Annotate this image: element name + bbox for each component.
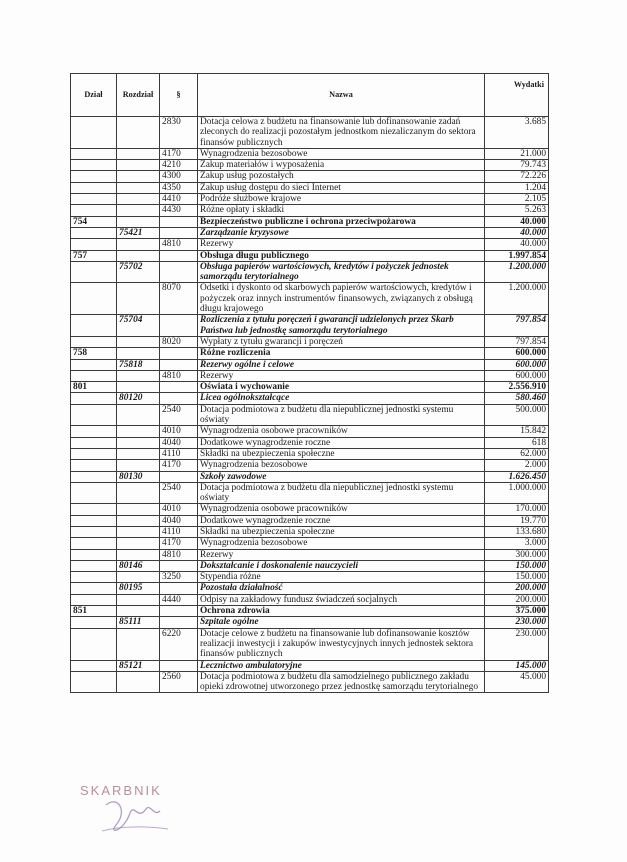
cell-paragraf	[160, 560, 198, 571]
cell-nazwa: Podróże służbowe krajowe	[198, 194, 485, 205]
cell-nazwa: Wynagrodzenia osobowe pracowników	[198, 426, 485, 437]
cell-wydatki: 1.200.000	[485, 261, 549, 283]
cell-paragraf: 4300	[160, 171, 198, 182]
cell-paragraf: 4430	[160, 205, 198, 216]
cell-wydatki: 133.680	[485, 526, 549, 537]
cell-nazwa: Dokształcanie i doskonalenie nauczycieli	[198, 560, 485, 571]
table-header-row	[71, 74, 549, 117]
cell-wydatki: 1.000.000	[485, 482, 549, 504]
cell-wydatki: 2.556.910	[485, 382, 549, 393]
cell-rozdzial: 80195	[117, 583, 160, 594]
cell-paragraf: 4110	[160, 526, 198, 537]
header-wydatki: Wydatki	[485, 74, 549, 117]
table-row	[71, 182, 549, 193]
cell-dzial	[71, 160, 117, 171]
table-row	[71, 426, 549, 437]
cell-nazwa: Rezerwy	[198, 370, 485, 381]
treasurer-stamp	[80, 783, 190, 843]
cell-wydatki: 62.000	[485, 448, 549, 459]
cell-dzial	[71, 227, 117, 238]
cell-wydatki: 19.770	[485, 515, 549, 526]
cell-nazwa: Odpisy na zakładowy fundusz świadczeń socjalnych	[198, 594, 485, 605]
table-row	[71, 628, 549, 660]
cell-rozdzial	[117, 370, 160, 381]
cell-paragraf	[160, 359, 198, 370]
cell-dzial	[71, 404, 117, 426]
table-row	[71, 393, 549, 404]
header-nazwa: Nazwa	[198, 74, 485, 117]
cell-paragraf: 6220	[160, 628, 198, 660]
cell-rozdzial: 80146	[117, 560, 160, 571]
cell-wydatki: 2.000	[485, 460, 549, 471]
cell-dzial	[71, 504, 117, 515]
cell-wydatki: 1.204	[485, 182, 549, 193]
cell-wydatki: 150.000	[485, 572, 549, 583]
cell-nazwa: Stypendia różne	[198, 572, 485, 583]
cell-wydatki: 3.685	[485, 117, 549, 149]
table-row	[71, 336, 549, 347]
cell-dzial	[71, 560, 117, 571]
cell-nazwa: Rezerwy	[198, 549, 485, 560]
cell-nazwa: Odsetki i dyskonto od skarbowych papierów wartościowych, kredytów i pożyczek oraz innych instrumentów finansowych, związanych z obsługą długu krajowego	[198, 283, 485, 315]
cell-wydatki: 600.000	[485, 348, 549, 359]
cell-rozdzial	[117, 117, 160, 149]
cell-nazwa: Obsługa papierów wartościowych, kredytów i pożyczek jednostek samorządu terytorialnego	[198, 261, 485, 283]
header-paragraf: §	[160, 74, 198, 117]
cell-rozdzial	[117, 572, 160, 583]
cell-dzial: 757	[71, 250, 117, 261]
cell-nazwa: Dotacja podmiotowa z budżetu dla samodzielnego publicznego zakładu opieki zdrowotnej utworzonego przez jednostkę samorządu terytorialnego	[198, 671, 485, 693]
cell-paragraf: 4170	[160, 538, 198, 549]
cell-rozdzial	[117, 239, 160, 250]
cell-rozdzial	[117, 205, 160, 216]
cell-dzial	[71, 471, 117, 482]
cell-nazwa: Wynagrodzenia bezosobowe	[198, 148, 485, 159]
table-row	[71, 359, 549, 370]
table-row	[71, 515, 549, 526]
cell-dzial	[71, 460, 117, 471]
cell-nazwa: Dotacja celowa z budżetu na finansowanie lub dofinansowanie zadań zleconych do realizacji pozostałym jednostkom niezaliczanym do sektora finansów publicznych	[198, 117, 485, 149]
cell-wydatki: 40.000	[485, 227, 549, 238]
cell-paragraf	[160, 606, 198, 617]
cell-rozdzial	[117, 382, 160, 393]
cell-rozdzial	[117, 594, 160, 605]
cell-wydatki: 500.000	[485, 404, 549, 426]
cell-nazwa: Rezerwy ogólne i celowe	[198, 359, 485, 370]
cell-nazwa: Dotacja podmiotowa z budżetu dla niepublicznej jednostki systemu oświaty	[198, 404, 485, 426]
cell-rozdzial	[117, 549, 160, 560]
cell-wydatki: 79.743	[485, 160, 549, 171]
cell-paragraf: 4440	[160, 594, 198, 605]
table-row	[71, 227, 549, 238]
cell-dzial	[71, 283, 117, 315]
cell-paragraf: 4010	[160, 504, 198, 515]
cell-wydatki: 1.200.000	[485, 283, 549, 315]
cell-dzial	[71, 182, 117, 193]
cell-nazwa: Dotacje celowe z budżetu na finansowanie lub dofinansowanie kosztów realizacji inwestycji i zakupów inwestycyjnych innych jednostek sektora finansów publicznych	[198, 628, 485, 660]
stamp-title: SKARBNIK	[80, 783, 162, 798]
cell-dzial	[71, 526, 117, 537]
cell-wydatki: 300.000	[485, 549, 549, 560]
cell-paragraf: 4010	[160, 426, 198, 437]
cell-nazwa: Składki na ubezpieczenia społeczne	[198, 448, 485, 459]
table-row	[71, 671, 549, 693]
cell-rozdzial	[117, 504, 160, 515]
cell-dzial	[71, 336, 117, 347]
table-row	[71, 594, 549, 605]
cell-dzial	[71, 359, 117, 370]
cell-rozdzial	[117, 336, 160, 347]
cell-nazwa: Ochrona zdrowia	[198, 606, 485, 617]
table-row	[71, 504, 549, 515]
cell-wydatki: 375.000	[485, 606, 549, 617]
cell-rozdzial	[117, 171, 160, 182]
cell-paragraf: 4410	[160, 194, 198, 205]
cell-rozdzial	[117, 182, 160, 193]
cell-nazwa: Zarządzanie kryzysowe	[198, 227, 485, 238]
cell-wydatki: 21.000	[485, 148, 549, 159]
cell-wydatki: 1.626.450	[485, 471, 549, 482]
cell-paragraf: 4110	[160, 448, 198, 459]
cell-wydatki: 15.842	[485, 426, 549, 437]
cell-rozdzial	[117, 404, 160, 426]
cell-dzial: 851	[71, 606, 117, 617]
cell-rozdzial	[117, 194, 160, 205]
table-row	[71, 606, 549, 617]
cell-paragraf	[160, 660, 198, 671]
table-row	[71, 171, 549, 182]
cell-rozdzial: 85111	[117, 617, 160, 628]
table-row	[71, 348, 549, 359]
cell-paragraf	[160, 250, 198, 261]
cell-nazwa: Wynagrodzenia bezosobowe	[198, 538, 485, 549]
cell-paragraf: 4810	[160, 239, 198, 250]
table-row	[71, 583, 549, 594]
cell-rozdzial: 75702	[117, 261, 160, 283]
cell-nazwa: Lecznictwo ambulatoryjne	[198, 660, 485, 671]
cell-paragraf: 2540	[160, 482, 198, 504]
cell-dzial	[71, 515, 117, 526]
cell-paragraf	[160, 393, 198, 404]
table-row	[71, 250, 549, 261]
cell-rozdzial	[117, 526, 160, 537]
cell-rozdzial: 75421	[117, 227, 160, 238]
cell-wydatki: 170.000	[485, 504, 549, 515]
cell-dzial	[71, 117, 117, 149]
cell-rozdzial	[117, 348, 160, 359]
cell-paragraf: 2560	[160, 671, 198, 693]
cell-wydatki: 3.000	[485, 538, 549, 549]
table-row	[71, 437, 549, 448]
table-row	[71, 205, 549, 216]
cell-paragraf	[160, 382, 198, 393]
cell-dzial	[71, 660, 117, 671]
cell-paragraf	[160, 348, 198, 359]
cell-dzial	[71, 572, 117, 583]
table-row	[71, 216, 549, 227]
cell-paragraf: 4210	[160, 160, 198, 171]
table-row	[71, 572, 549, 583]
table-row	[71, 382, 549, 393]
table-row	[71, 471, 549, 482]
cell-nazwa: Różne rozliczenia	[198, 348, 485, 359]
cell-dzial	[71, 205, 117, 216]
cell-wydatki: 5.263	[485, 205, 549, 216]
cell-wydatki: 600.000	[485, 359, 549, 370]
cell-rozdzial: 80130	[117, 471, 160, 482]
cell-nazwa: Dodatkowe wynagrodzenie roczne	[198, 437, 485, 448]
cell-nazwa: Zakup usług dostępu do sieci Internet	[198, 182, 485, 193]
cell-rozdzial	[117, 437, 160, 448]
cell-rozdzial	[117, 460, 160, 471]
table-row	[71, 239, 549, 250]
cell-nazwa: Wynagrodzenia bezosobowe	[198, 460, 485, 471]
cell-nazwa: Wynagrodzenia osobowe pracowników	[198, 504, 485, 515]
cell-paragraf	[160, 617, 198, 628]
cell-nazwa: Oświata i wychowanie	[198, 382, 485, 393]
cell-paragraf: 2830	[160, 117, 198, 149]
table-row	[71, 448, 549, 459]
table-row	[71, 404, 549, 426]
cell-paragraf	[160, 315, 198, 337]
cell-dzial: 801	[71, 382, 117, 393]
cell-dzial	[71, 538, 117, 549]
cell-dzial	[71, 583, 117, 594]
table-row	[71, 538, 549, 549]
cell-rozdzial: 75704	[117, 315, 160, 337]
cell-dzial	[71, 437, 117, 448]
cell-rozdzial	[117, 160, 160, 171]
cell-dzial	[71, 426, 117, 437]
cell-paragraf: 4810	[160, 370, 198, 381]
cell-paragraf: 4810	[160, 549, 198, 560]
table-row	[71, 315, 549, 337]
cell-rozdzial	[117, 671, 160, 693]
cell-wydatki: 72.226	[485, 171, 549, 182]
cell-wydatki: 230.000	[485, 617, 549, 628]
cell-dzial	[71, 239, 117, 250]
cell-nazwa: Pozostała działalność	[198, 583, 485, 594]
handwritten-signature-icon	[88, 791, 188, 841]
cell-dzial	[71, 261, 117, 283]
cell-paragraf	[160, 216, 198, 227]
table-row	[71, 117, 549, 149]
cell-rozdzial: 85121	[117, 660, 160, 671]
cell-rozdzial	[117, 216, 160, 227]
cell-paragraf: 4170	[160, 460, 198, 471]
cell-paragraf	[160, 471, 198, 482]
cell-wydatki: 1.997.854	[485, 250, 549, 261]
cell-wydatki: 580.460	[485, 393, 549, 404]
cell-paragraf	[160, 583, 198, 594]
cell-dzial	[71, 482, 117, 504]
cell-rozdzial	[117, 448, 160, 459]
table-row	[71, 194, 549, 205]
cell-dzial	[71, 194, 117, 205]
cell-rozdzial	[117, 250, 160, 261]
cell-paragraf: 4170	[160, 148, 198, 159]
table-row	[71, 460, 549, 471]
cell-nazwa: Bezpieczeństwo publiczne i ochrona przeciwpożarowa	[198, 216, 485, 227]
cell-paragraf: 2540	[160, 404, 198, 426]
cell-dzial	[71, 549, 117, 560]
cell-dzial	[71, 370, 117, 381]
table-row	[71, 261, 549, 283]
table-row	[71, 560, 549, 571]
cell-nazwa: Rezerwy	[198, 239, 485, 250]
header-dzial: Dział	[71, 74, 117, 117]
cell-wydatki: 200.000	[485, 594, 549, 605]
table-row	[71, 160, 549, 171]
cell-paragraf: 4040	[160, 437, 198, 448]
cell-dzial	[71, 148, 117, 159]
header-rozdzial: Rozdział	[117, 74, 160, 117]
table-row	[71, 617, 549, 628]
cell-rozdzial: 75818	[117, 359, 160, 370]
cell-wydatki: 797.854	[485, 336, 549, 347]
cell-wydatki: 2.105	[485, 194, 549, 205]
cell-paragraf	[160, 227, 198, 238]
cell-paragraf	[160, 261, 198, 283]
cell-rozdzial	[117, 426, 160, 437]
cell-nazwa: Składki na ubezpieczenia społeczne	[198, 526, 485, 537]
cell-paragraf: 3250	[160, 572, 198, 583]
cell-wydatki: 797.854	[485, 315, 549, 337]
cell-rozdzial	[117, 606, 160, 617]
table-row	[71, 148, 549, 159]
table-row	[71, 370, 549, 381]
table-row	[71, 482, 549, 504]
cell-rozdzial	[117, 538, 160, 549]
cell-nazwa: Szpitale ogólne	[198, 617, 485, 628]
cell-wydatki: 618	[485, 437, 549, 448]
cell-nazwa: Wypłaty z tytułu gwarancji i poręczeń	[198, 336, 485, 347]
cell-rozdzial	[117, 515, 160, 526]
cell-dzial	[71, 171, 117, 182]
cell-nazwa: Licea ogólnokształcące	[198, 393, 485, 404]
cell-dzial	[71, 315, 117, 337]
cell-nazwa: Szkoły zawodowe	[198, 471, 485, 482]
table-row	[71, 660, 549, 671]
cell-rozdzial	[117, 482, 160, 504]
cell-paragraf: 8020	[160, 336, 198, 347]
cell-rozdzial	[117, 628, 160, 660]
table-row	[71, 549, 549, 560]
table-row	[71, 283, 549, 315]
cell-wydatki: 145.000	[485, 660, 549, 671]
cell-paragraf: 4350	[160, 182, 198, 193]
cell-nazwa: Dotacja podmiotowa z budżetu dla niepublicznej jednostki systemu oświaty	[198, 482, 485, 504]
cell-dzial: 754	[71, 216, 117, 227]
cell-wydatki: 230.000	[485, 628, 549, 660]
cell-wydatki: 600.000	[485, 370, 549, 381]
cell-rozdzial: 80120	[117, 393, 160, 404]
cell-nazwa: Dodatkowe wynagrodzenie roczne	[198, 515, 485, 526]
cell-dzial	[71, 594, 117, 605]
cell-wydatki: 40.000	[485, 216, 549, 227]
cell-rozdzial	[117, 283, 160, 315]
budget-expenditure-table	[70, 73, 549, 693]
cell-dzial	[71, 393, 117, 404]
cell-nazwa: Zakup materiałów i wyposażenia	[198, 160, 485, 171]
cell-nazwa: Różne opłaty i składki	[198, 205, 485, 216]
cell-dzial: 758	[71, 348, 117, 359]
cell-wydatki: 40.000	[485, 239, 549, 250]
cell-dzial	[71, 617, 117, 628]
cell-dzial	[71, 671, 117, 693]
cell-paragraf: 4040	[160, 515, 198, 526]
cell-rozdzial	[117, 148, 160, 159]
cell-paragraf: 8070	[160, 283, 198, 315]
table-row	[71, 526, 549, 537]
cell-dzial	[71, 448, 117, 459]
cell-nazwa: Obsługa długu publicznego	[198, 250, 485, 261]
cell-nazwa: Rozliczenia z tytułu poręczeń i gwarancji udzielonych przez Skarb Państwa lub jednostkę samorządu terytorialnego	[198, 315, 485, 337]
cell-wydatki: 150.000	[485, 560, 549, 571]
cell-dzial	[71, 628, 117, 660]
cell-wydatki: 200.000	[485, 583, 549, 594]
cell-nazwa: Zakup usług pozostałych	[198, 171, 485, 182]
cell-wydatki: 45.000	[485, 671, 549, 693]
